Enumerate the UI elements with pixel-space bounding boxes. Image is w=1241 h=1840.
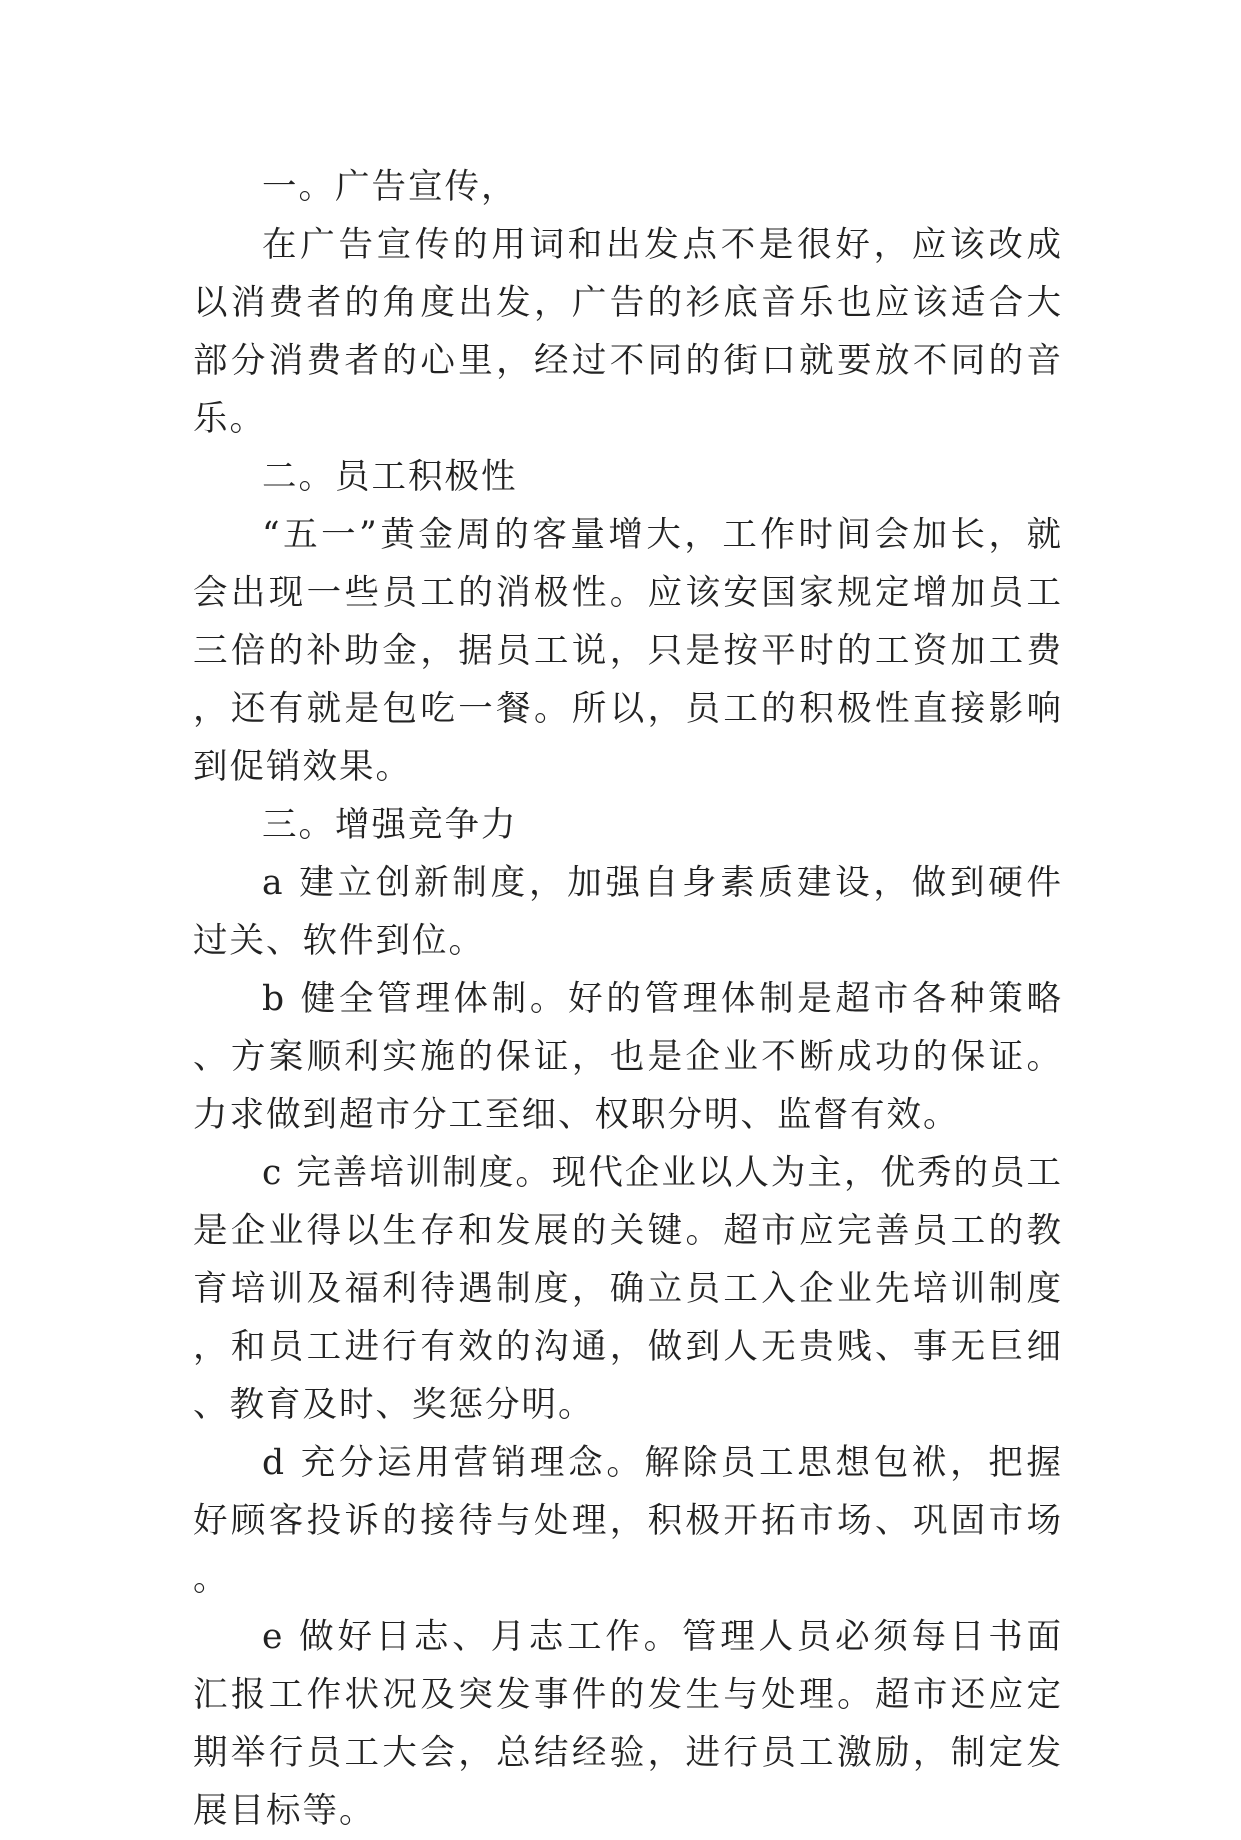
paragraph-advertising: 在广告宣传的用词和出发点不是很好，应该改成以消费者的角度出发，广告的衫底音乐也应该适合大部分消费者的心里，经过不同的街口就要放不同的音乐。 — [193, 225, 1063, 439]
paragraph-item-d: d 充分运用营销理念。解除员工思想包袱，把握好顾客投诉的接待与处理，积极开拓市场、巩固市场。 — [193, 1443, 1063, 1599]
paragraph-item-a: a 建立创新制度，加强自身素质建设，做到硬件过关、软件到位。 — [193, 863, 1063, 961]
paragraph-employee-motivation: “五一”黄金周的客量增大，工作时间会加长，就会出现一些员工的消极性。应该安国家规定增加员工三倍的补助金，据员工说，只是按平时的工资加工费，还有就是包吃一餐。所以，员工的积极性直接影响到促销效果。 — [193, 515, 1063, 787]
document-body — [193, 158, 1063, 1840]
section-heading-advertising: 一。广告宣传， — [262, 167, 518, 207]
section-heading-competitiveness: 三。增强竞争力 — [262, 805, 518, 845]
section-heading-employee-motivation: 二。员工积极性 — [262, 457, 518, 497]
paragraph-item-b: b 健全管理体制。好的管理体制是超市各种策略、方案顺利实施的保证，也是企业不断成功的保证。力求做到超市分工至细、权职分明、监督有效。 — [193, 979, 1063, 1135]
paragraph-item-e: e 做好日志、月志工作。管理人员必须每日书面汇报工作状况及突发事件的发生与处理。超市还应定期举行员工大会，总结经验，进行员工激励，制定发展目标等。 — [193, 1617, 1063, 1831]
paragraph-item-c: c 完善培训制度。现代企业以人为主，优秀的员工是企业得以生存和发展的关键。超市应完善员工的教育培训及福利待遇制度，确立员工入企业先培训制度，和员工进行有效的沟通，做到人无贵贱、事无巨细、教育及时、奖惩分明。 — [193, 1153, 1063, 1425]
